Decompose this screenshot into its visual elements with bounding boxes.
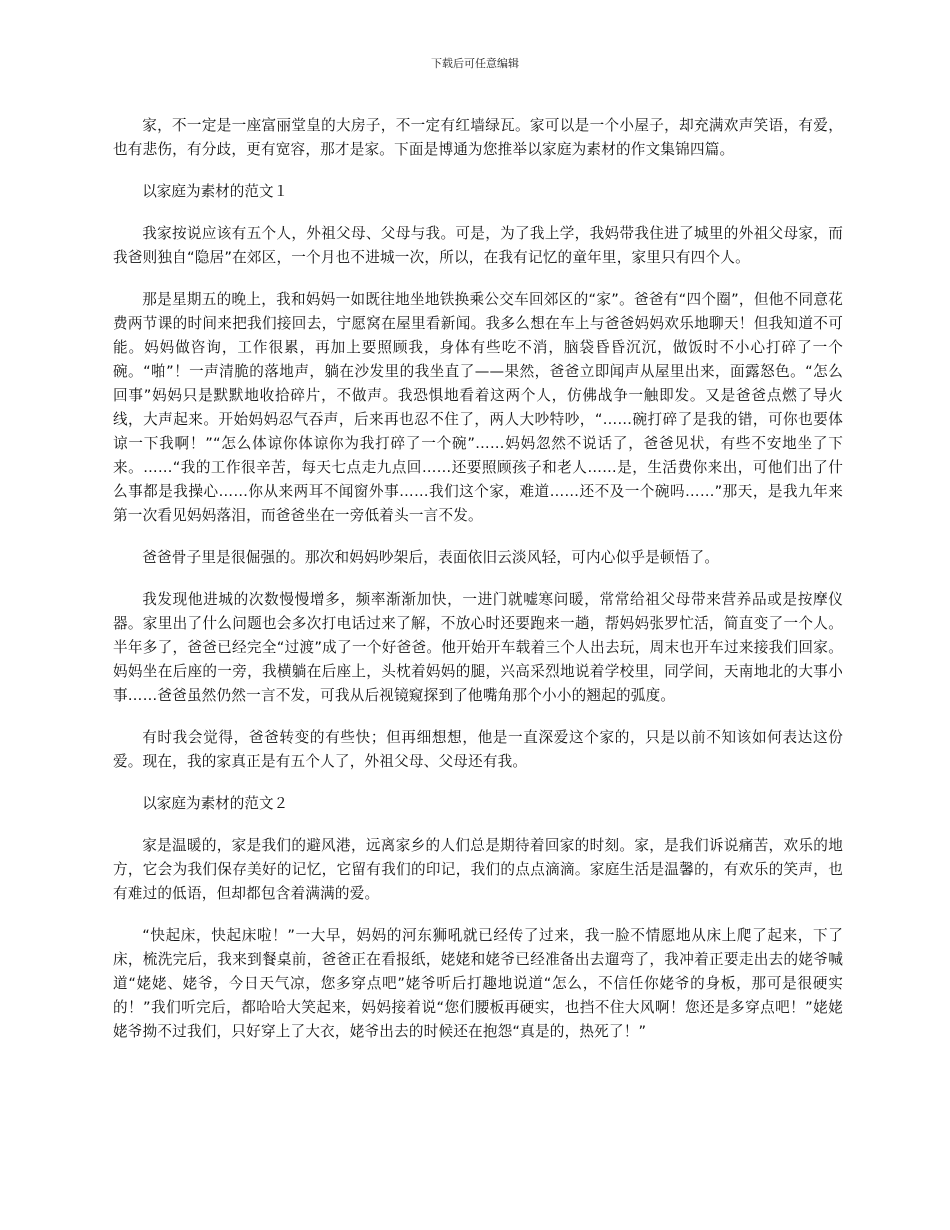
essay1-paragraph-1: 我家按说应该有五个人，外祖父母、父母与我。可是，为了我上学，我妈带我住进了城里的外祖父母家，而我爸则独自“隐居”在郊区，一个月也不进城一次，所以，在我有记忆的童年里，家里只有四个人。 (113, 225, 843, 266)
essay1-paragraph-2: 那是星期五的晚上，我和妈妈一如既往地坐地铁换乘公交车回郊区的“家”。爸爸有“四个圈”，但他不同意花费两节课的时间来把我们接回去，宁愿窝在屋里看新闻。我多么想在车上与爸爸妈妈欢乐地聊天！但我知道不可能。妈妈做咨询，工作很累，再加上要照顾我，身体有些吃不消，脑袋昏昏沉沉，做饭时不小心打碎了一个碗。“啪”！一声清脆的落地声，躺在沙发里的我坐直了——果然，爸爸立即闻声从屋里出来，面露怒色。“怎么回事”妈妈只是默默地收拾碎片，不做声。我恐惧地看着这两个人，仿佛战争一触即发。又是爸爸点燃了导火线，大声起来。开始妈妈忍气吞声，后来再也忍不住了，两人大吵特吵，“……碗打碎了是我的错，可你也要体谅一下我啊！”“怎么体谅你体谅你为我打碎了一个碗”……妈妈忽然不说话了，爸爸见状，有些不安地坐了下来。……“我的工作很辛苦，每天七点走九点回……还要照顾孩子和老人……是，生活费你来出，可他们出了什么事都是我操心……你从来两耳不闻窗外事……我们这个家，难道……还不及一个碗吗……”那天，是我九年来第一次看见妈妈落泪，而爸爸坐在一旁低着头一言不发。 (113, 291, 843, 524)
document-body (113, 114, 843, 1062)
essay1-paragraph-3: 爸爸骨子里是很倔强的。那次和妈妈吵架后，表面依旧云淡风轻，可内心似乎是顿悟了。 (142, 549, 720, 566)
intro-paragraph: 家，不一定是一座富丽堂皇的大房子，不一定有红墙绿瓦。家可以是一个小屋子，却充满欢声笑语，有爱，也有悲伤，有分歧，更有宽容，那才是家。下面是博通为您推举以家庭为素材的作文集锦四篇。 (113, 117, 843, 158)
essay2-paragraph-2: “快起床，快起床啦！”一大早，妈妈的河东狮吼就已经传了过来，我一脸不情愿地从床上爬了起来，下了床，梳洗完后，我来到餐桌前，爸爸正在看报纸，姥姥和姥爷已经准备出去遛弯了，我冲着正要走出去的姥爷喊道“姥姥、姥爷，今日天气凉，您多穿点吧”姥爷听后打趣地说道“怎么，不信任你姥爷的身板，那可是很硬实的！”我们听完后，都哈哈大笑起来，妈妈接着说“您们腰板再硬实，也挡不住大风啊！您还是多穿点吧！”姥姥姥爷拗不过我们，只好穿上了大衣，姥爷出去的时候还在抱怨“真是的，热死了！” (113, 927, 843, 1040)
essay1-paragraph-5: 有时我会觉得，爸爸转变的有些快；但再细想想，他是一直深爱这个家的，只是以前不知该如何表达这份爱。现在，我的家真正是有五个人了，外祖父母、父母还有我。 (113, 729, 843, 770)
page-header-note: 下载后可任意编辑 (431, 57, 519, 70)
essay2-paragraph-1: 家是温暖的，家是我们的避风港，远离家乡的人们总是期待着回家的时刻。家，是我们诉说痛苦，欢乐的地方，它会为我们保存美好的记忆，它留有我们的印记，我们的点点滴滴。家庭生活是温馨的，有欢乐的笑声，也有难过的低语，但却都包含着满满的爱。 (113, 837, 843, 902)
essay1-paragraph-4: 我发现他进城的次数慢慢增多，频率渐渐加快，一进门就嘘寒问暖，常常给祖父母带来营养品或是按摩仪器。家里出了什么问题也会多次打电话过来了解，不放心时还要跑来一趟，帮妈妈张罗忙活，简直变了一个人。半年多了，爸爸已经完全“过渡”成了一个好爸爸。他开始开车载着三个人出去玩，周末也开车过来接我们回家。妈妈坐在后座的一旁，我横躺在后座上，头枕着妈妈的腿，兴高采烈地说着学校里，同学间，天南地北的大事小事……爸爸虽然仍然一言不发，可我从后视镜窥探到了他嘴角那个小小的翘起的弧度。 (113, 591, 843, 704)
section-heading-2: 以家庭为素材的范文２ (142, 795, 289, 812)
section-heading-1: 以家庭为素材的范文１ (142, 183, 289, 200)
